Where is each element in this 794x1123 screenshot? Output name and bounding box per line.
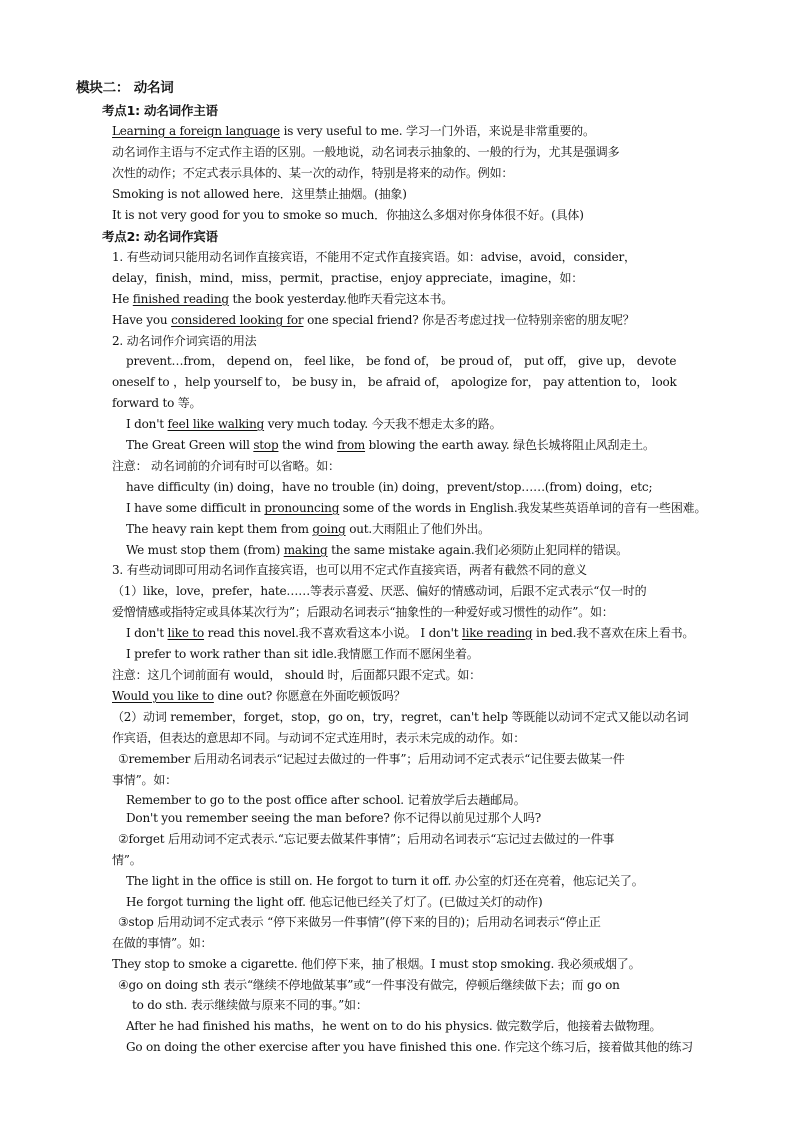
- text-span: is very useful to me. 学习一门外语，来说是非常重要的。: [279, 124, 595, 138]
- text-span: one special friend? 你是否考虑过找一位特别亲密的朋友呢？: [303, 313, 635, 327]
- text-line: [126, 542, 628, 559]
- text-line: [112, 123, 595, 140]
- text-line: 注意：这几个词前面有 would， should 时，后面都只跟不定式。如：: [112, 668, 481, 682]
- text-line: He forgot turning the light off. 他忘记他已经关了灯了。(已做过关灯的动作): [126, 895, 543, 909]
- underlined-phrase: from: [337, 438, 366, 452]
- text-line: The light in the office is still on. He forgot to turn it off. 办公室的灯还在亮着，他忘记关了。: [126, 874, 644, 888]
- text-span: I have some difficult in: [126, 501, 265, 515]
- text-line: 情”。: [112, 853, 142, 867]
- text-line: oneself to ，help yourself to， be busy in， be afraid of， apologize for， pay attention to， look: [112, 375, 677, 389]
- text-line: ②forget 后用动词不定式表示.“忘记要去做某件事情”；后用动名词表示“忘记过去做过的一件事: [118, 832, 615, 846]
- text-span: I don't: [126, 626, 168, 640]
- text-line: delay，finish，mind，miss，permit，practise，enjoy appreciate，imagine，如：: [112, 271, 584, 285]
- text-line: 作宾语，但表达的意思却不同。与动词不定式连用时，表示未完成的动作。如：: [112, 731, 526, 745]
- underlined-phrase: Would you like to: [112, 689, 214, 703]
- text-line: I prefer to work rather than sit idle.我情愿工作而不愿闲坐着。: [126, 647, 479, 661]
- text-line: 3. 有些动词即可用动名词作直接宾语，也可以用不定式作直接宾语，两者有截然不同的意义: [112, 563, 587, 577]
- text-span: We must stop them (from): [126, 543, 284, 557]
- text-line: [126, 416, 501, 433]
- text-line: forward to 等。: [112, 396, 202, 410]
- text-line: （1）like，love，prefer，hate……等表示喜爱、厌恶、偏好的情感动词，后跟不定式表示“仅一时的: [112, 584, 647, 598]
- text-line: 次性的动作；不定式表示具体的、某一次的动作，特别是将来的动作。例如：: [112, 166, 514, 180]
- text-line: 2. 动名词作介词宾语的用法: [112, 334, 257, 348]
- section-title: 模块二： 动名词: [76, 80, 174, 96]
- text-span: dine out? 你愿意在外面吃顿饭吗？: [213, 689, 406, 703]
- text-line: Go on doing the other exercise after you have finished this one. 作完这个练习后，接着做其他的练习: [126, 1040, 693, 1054]
- text-line: [126, 625, 694, 642]
- text-line: 爱憎情感或指特定或具体某次行为”；后跟动名词表示“抽象性的一种爱好或习惯性的动作”。如：: [112, 605, 614, 619]
- text-span: The heavy rain kept them from: [126, 522, 313, 536]
- text-span: in bed.我不喜欢在床上看书。: [532, 626, 695, 640]
- text-line: After he had finished his maths，he went on to do his physics. 做完数学后，他接着去做物理。: [126, 1019, 662, 1033]
- text-line: [112, 291, 453, 308]
- text-span: blowing the earth away. 绿色长城将阻止风刮走土。: [365, 438, 655, 452]
- text-span: I don't: [126, 417, 168, 431]
- underlined-phrase: going: [312, 522, 346, 536]
- text-span: He: [112, 292, 133, 306]
- underlined-phrase: feel like walking: [167, 417, 265, 431]
- underlined-phrase: finished reading: [132, 292, 229, 306]
- point-1-heading: 考点1: 动名词作主语: [102, 103, 218, 118]
- text-line: 1. 有些动词只能用动名词作直接宾语，不能用不定式作直接宾语。如：advise，avoid，consider，: [112, 250, 636, 264]
- text-line: 注意： 动名词前的介词有时可以省略。如：: [112, 459, 340, 473]
- text-line: prevent…from， depend on， feel like， be fond of， be proud of， put off， give up， devote: [126, 354, 677, 368]
- text-line: Remember to go to the post office after school. 记着放学后去趟邮局。: [126, 793, 526, 807]
- text-span: read this novel.我不喜欢看这本小说。 I don't: [204, 626, 462, 640]
- text-line: have difficulty (in) doing，have no trouble (in) doing，prevent/stop……(from) doing，etc;: [126, 480, 653, 494]
- text-span: Have you: [112, 313, 172, 327]
- underlined-phrase: like to: [167, 626, 205, 640]
- text-span: very much today. 今天我不想走太多的路。: [264, 417, 502, 431]
- underlined-phrase: pronouncing: [264, 501, 340, 515]
- text-span: some of the words in English.我发某些英语单词的音有一些困难。: [339, 501, 707, 515]
- underlined-phrase: making: [283, 543, 328, 557]
- text-line: ③stop 后用动词不定式表示 “停下来做另一件事情”(停下来的目的)；后用动名词表示“停止正: [118, 915, 601, 929]
- underlined-phrase: considered looking for: [171, 313, 304, 327]
- text-line: 动名词作主语与不定式作主语的区别。一般地说，动名词表示抽象的、一般的行为，尤其是强调多: [112, 145, 620, 159]
- text-line: They stop to smoke a cigarette. 他们停下来，抽了根烟。I must stop smoking. 我必须戒烟了。: [112, 957, 641, 971]
- text-span: the wind: [278, 438, 338, 452]
- text-span: out.大雨阻止了他们外出。: [345, 522, 490, 536]
- text-line: [112, 312, 634, 329]
- text-line: It is not very good for you to smoke so much．你抽这么多烟对你身体很不好。(具体): [112, 208, 584, 222]
- text-line: [112, 688, 405, 705]
- underlined-phrase: Learning a foreign language: [112, 124, 280, 138]
- underlined-phrase: like reading: [461, 626, 533, 640]
- text-line: [126, 500, 706, 517]
- text-line: [126, 437, 655, 454]
- text-span: The Great Green will: [126, 438, 254, 452]
- point-2-heading: 考点2: 动名词作宾语: [102, 229, 218, 244]
- text-line: to do sth. 表示继续做与原来不同的事。”如：: [132, 998, 368, 1012]
- text-line: ④go on doing sth 表示“继续不停地做某事”或“一件事没有做完，停顿后继续做下去；而 go on: [118, 978, 620, 992]
- text-span: the same mistake again.我们必须防止犯同样的错误。: [327, 543, 628, 557]
- text-line: [126, 521, 490, 538]
- text-line: ①remember 后用动名词表示“记起过去做过的一件事”；后用动词不定式表示“记住要去做某一件: [118, 752, 625, 766]
- text-line: Don't you remember seeing the man before? 你不记得以前见过那个人吗?: [126, 811, 542, 825]
- text-line: （2）动词 remember，forget，stop，go on，try，regret，can't help 等既能以动词不定式又能以动名词: [112, 710, 689, 724]
- underlined-phrase: stop: [253, 438, 279, 452]
- text-line: 在做的事情”。如：: [112, 936, 213, 950]
- text-span: the book yesterday.他昨天看完这本书。: [228, 292, 454, 306]
- text-line: 事情”。如：: [112, 773, 177, 787]
- text-line: Smoking is not allowed here．这里禁止抽烟。(抽象): [112, 187, 407, 201]
